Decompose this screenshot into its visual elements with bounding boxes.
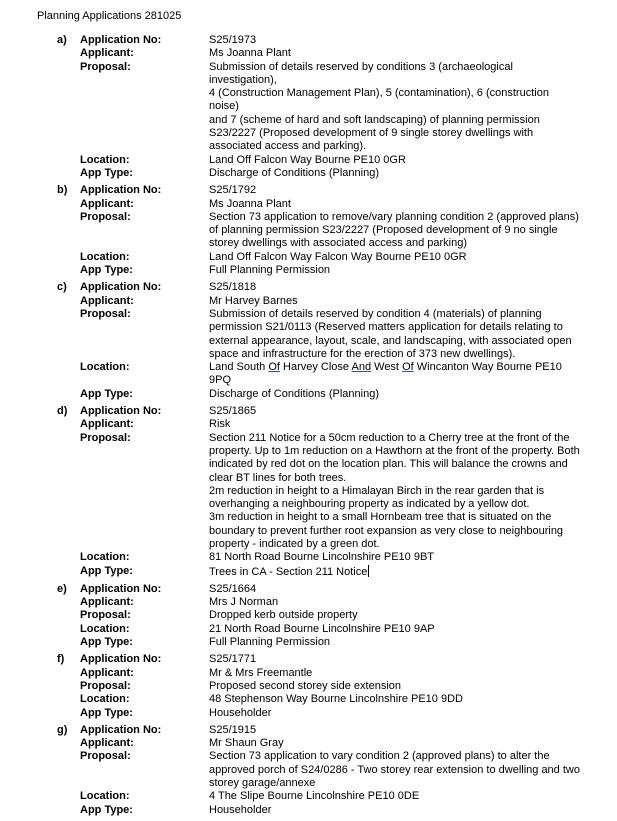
- proposal-line: clear BT lines for both trees.: [209, 471, 347, 484]
- location-text: West: [371, 361, 403, 374]
- proposal-row: [0, 609, 617, 622]
- application-no-row: [0, 184, 617, 197]
- proposal-line: property. Up to 1m reduction on a Hawthorn at the front of the property. Both: [209, 444, 580, 457]
- proposal-line: space and infrastructure for the erection of 373 new dwellings).: [209, 347, 516, 360]
- proposal-line: Section 73 application to remove/vary planning condition 2 (approved plans): [209, 210, 579, 223]
- proposal-label: Proposal:: [80, 60, 131, 73]
- app-type-label: App Type:: [80, 564, 133, 577]
- location-label: Location:: [80, 250, 130, 263]
- item-marker: b): [57, 184, 68, 197]
- location-label: Location:: [80, 153, 130, 166]
- proposal-label: Proposal:: [80, 750, 131, 763]
- application-no-value[interactable]: S25/1664: [209, 582, 257, 595]
- applicant-label: Applicant:: [80, 294, 134, 307]
- location-value[interactable]: 21 North Road Bourne Lincolnshire PE10 9AP: [209, 622, 435, 635]
- applicant-label: Applicant:: [80, 596, 134, 609]
- applicant-row: [0, 667, 617, 680]
- location-row: [0, 790, 617, 803]
- item-marker: d): [57, 405, 68, 418]
- item-marker: e): [57, 582, 67, 595]
- location-row: [0, 154, 617, 167]
- proposal-line: 3m reduction in height to a small Hornbeam tree that is situated on the: [209, 511, 552, 524]
- location-label: Location:: [80, 361, 130, 374]
- proposal-line: and 7 (scheme of hard and soft landscaping) of planning permission: [209, 113, 540, 126]
- proposal-line: permission S21/0113 (Reserved matters application for details relating to: [209, 321, 563, 334]
- application-a: [0, 34, 617, 180]
- proposal-row: [0, 211, 617, 251]
- proofing-flagged-word[interactable]: Of: [402, 361, 414, 374]
- proposal-line: indicated by red dot on the location plan. This will balance the crowns and: [209, 458, 568, 471]
- location-text: Land South: [209, 361, 269, 374]
- applicant-row: [0, 596, 617, 609]
- location-text: Wincanton Way Bourne PE10: [413, 361, 562, 374]
- app-type-row: [0, 565, 617, 579]
- application-no-value[interactable]: S25/1771: [209, 653, 257, 666]
- proposal-line: 4 (Construction Management Plan), 5 (contamination), 6 (construction noise): [209, 87, 549, 113]
- applicant-row: [0, 737, 617, 750]
- app-type-label: App Type:: [80, 706, 133, 719]
- applicant-label: Applicant:: [80, 197, 134, 210]
- location-row: [0, 693, 617, 706]
- app-type-row: [0, 388, 617, 401]
- location-row: [0, 251, 617, 264]
- application-no-value[interactable]: S25/1792: [209, 184, 257, 197]
- application-no-row: [0, 724, 617, 737]
- application-no-label: Application No:: [80, 723, 162, 736]
- app-type-value[interactable]: [209, 565, 581, 579]
- location-label: Location:: [80, 551, 130, 564]
- proposal-row: [0, 680, 617, 693]
- app-type-label: App Type:: [80, 803, 133, 816]
- location-label: Location:: [80, 693, 130, 706]
- applicant-label: Applicant:: [80, 418, 134, 431]
- application-no-row: [0, 34, 617, 47]
- applicant-value[interactable]: Mr & Mrs Freemantle: [209, 666, 313, 679]
- app-type-row: [0, 264, 617, 277]
- proposal-row: [0, 61, 617, 154]
- proposal-line: of planning permission S23/2227 (Proposed development of 9 no single: [209, 224, 558, 237]
- applicant-value[interactable]: Ms Joanna Plant: [209, 47, 291, 60]
- applicant-label: Applicant:: [80, 47, 134, 60]
- proposal-line: boundary to prevent further root expansion as very close to neighbouring: [209, 524, 564, 537]
- location-row: [0, 551, 617, 564]
- document-title: Planning Applications 281025: [37, 10, 182, 22]
- proofing-flagged-word[interactable]: And: [351, 361, 372, 374]
- proposal-line: storey garage/annexe: [209, 777, 316, 790]
- applicant-row: [0, 418, 617, 431]
- location-value[interactable]: 48 Stephenson Way Bourne Lincolnshire PE10 9DD: [209, 693, 463, 706]
- app-type-value[interactable]: Discharge of Conditions (Planning): [209, 166, 379, 179]
- applicant-label: Applicant:: [80, 737, 134, 750]
- proposal-label: Proposal:: [80, 210, 131, 223]
- proposal-line: associated access and parking).: [209, 140, 367, 153]
- proposal-line: Section 73 application to vary condition 2 (approved plans) to alter the: [209, 750, 550, 763]
- proposal-label: Proposal:: [80, 609, 131, 622]
- app-type-value[interactable]: Discharge of Conditions (Planning): [209, 387, 379, 400]
- proposal-line: overhanging a neighbouring property as indicated by a yellow dot.: [209, 498, 530, 511]
- application-no-label: Application No:: [80, 34, 162, 46]
- location-label: Location:: [80, 622, 130, 635]
- app-type-value[interactable]: Full Planning Permission: [209, 636, 331, 649]
- app-type-value[interactable]: Full Planning Permission: [209, 264, 331, 277]
- proposal-row: [0, 308, 617, 361]
- application-g: [0, 724, 617, 817]
- proposal-label: Proposal:: [80, 679, 131, 692]
- proposal-line: property - indicated by a green dot.: [209, 537, 380, 550]
- application-no-value[interactable]: S25/1865: [209, 405, 257, 418]
- proposal-value[interactable]: [209, 61, 581, 154]
- application-no-label: Application No:: [80, 582, 162, 595]
- app-type-row: [0, 804, 617, 817]
- applicant-value[interactable]: Risk: [209, 418, 231, 431]
- proposal-line: Submission of details reserved by conditions 3 (archaeological investigation),: [209, 60, 513, 86]
- application-no-label: Application No:: [80, 653, 162, 666]
- app-type-value[interactable]: Householder: [209, 706, 272, 719]
- application-no-row: [0, 281, 617, 294]
- applicant-value[interactable]: Mrs J Norman: [209, 596, 279, 609]
- application-no-label: Application No:: [80, 405, 162, 418]
- proposal-line: Submission of details reserved by condition 4 (materials) of planning: [209, 307, 542, 320]
- applicant-label: Applicant:: [80, 666, 134, 679]
- proposal-row: [0, 432, 617, 552]
- applicant-row: [0, 47, 617, 60]
- item-marker: a): [57, 34, 67, 46]
- applicant-row: [0, 295, 617, 308]
- location-line: [209, 361, 581, 374]
- proposal-label: Proposal:: [80, 307, 131, 320]
- proposal-value[interactable]: [209, 308, 581, 361]
- location-value[interactable]: Land Off Falcon Way Falcon Way Bourne PE10 0GR: [209, 250, 467, 263]
- proposal-value[interactable]: Proposed second storey side extension: [209, 679, 402, 692]
- application-no-row: [0, 583, 617, 596]
- application-b: [0, 184, 617, 277]
- item-marker: f): [57, 653, 65, 666]
- application-no-value[interactable]: S25/1973: [209, 34, 257, 46]
- location-text: Harvey Close: [279, 361, 352, 374]
- proposal-line: Section 211 Notice for a 50cm reduction to a Cherry tree at the front of the: [209, 431, 570, 444]
- location-row: [0, 623, 617, 636]
- text-cursor: [368, 565, 369, 577]
- application-f: [0, 653, 617, 719]
- item-marker: c): [57, 281, 67, 294]
- proposal-line: approved porch of S24/0286 - Two storey rear extension to dwelling and two: [209, 763, 580, 776]
- application-no-row: [0, 405, 617, 418]
- proposal-row: [0, 750, 617, 790]
- application-no-label: Application No:: [80, 281, 162, 294]
- application-e: [0, 583, 617, 649]
- applications-list: [0, 34, 617, 821]
- application-d: [0, 405, 617, 579]
- location-value[interactable]: 81 North Road Bourne Lincolnshire PE10 9BT: [209, 551, 435, 564]
- app-type-row: [0, 636, 617, 649]
- app-type-row: [0, 167, 617, 180]
- application-c: [0, 281, 617, 401]
- item-marker: g): [57, 723, 68, 736]
- proposal-line: S23/2227 (Proposed development of 9 single storey dwellings with: [209, 127, 534, 140]
- location-label: Location:: [80, 790, 130, 803]
- proposal-value[interactable]: [209, 211, 581, 251]
- application-no-value[interactable]: S25/1818: [209, 281, 257, 294]
- app-type-value[interactable]: Householder: [209, 803, 272, 816]
- location-row: [0, 361, 617, 388]
- app-type-text: Trees in CA - Section 211 Notice: [209, 565, 368, 578]
- app-type-label: App Type:: [80, 166, 133, 179]
- proposal-line: storey dwellings with associated access and parking): [209, 237, 468, 250]
- location-line: 9PQ: [209, 374, 232, 387]
- proposal-line: external appearance, layout, scale, and landscaping, with associated open: [209, 334, 572, 347]
- application-no-row: [0, 653, 617, 666]
- app-type-label: App Type:: [80, 264, 133, 277]
- location-value[interactable]: 4 The Slipe Bourne Lincolnshire PE10 0DE: [209, 790, 420, 803]
- proposal-label: Proposal:: [80, 431, 131, 444]
- application-no-value[interactable]: S25/1915: [209, 723, 257, 736]
- applicant-value[interactable]: Mr Shaun Gray: [209, 737, 284, 750]
- app-type-label: App Type:: [80, 636, 133, 649]
- proofing-flagged-word[interactable]: Of: [268, 361, 280, 374]
- location-value[interactable]: Land Off Falcon Way Bourne PE10 0GR: [209, 153, 406, 166]
- applicant-value[interactable]: Mr Harvey Barnes: [209, 294, 298, 307]
- proposal-line: 2m reduction in height to a Himalayan Birch in the rear garden that is: [209, 484, 545, 497]
- proposal-value[interactable]: [209, 432, 581, 552]
- app-type-row: [0, 707, 617, 720]
- applicant-value[interactable]: Ms Joanna Plant: [209, 197, 291, 210]
- applicant-row: [0, 198, 617, 211]
- proposal-value[interactable]: Dropped kerb outside property: [209, 609, 358, 622]
- app-type-label: App Type:: [80, 387, 133, 400]
- location-value[interactable]: [209, 361, 581, 388]
- application-no-label: Application No:: [80, 184, 162, 197]
- proposal-value[interactable]: [209, 750, 581, 790]
